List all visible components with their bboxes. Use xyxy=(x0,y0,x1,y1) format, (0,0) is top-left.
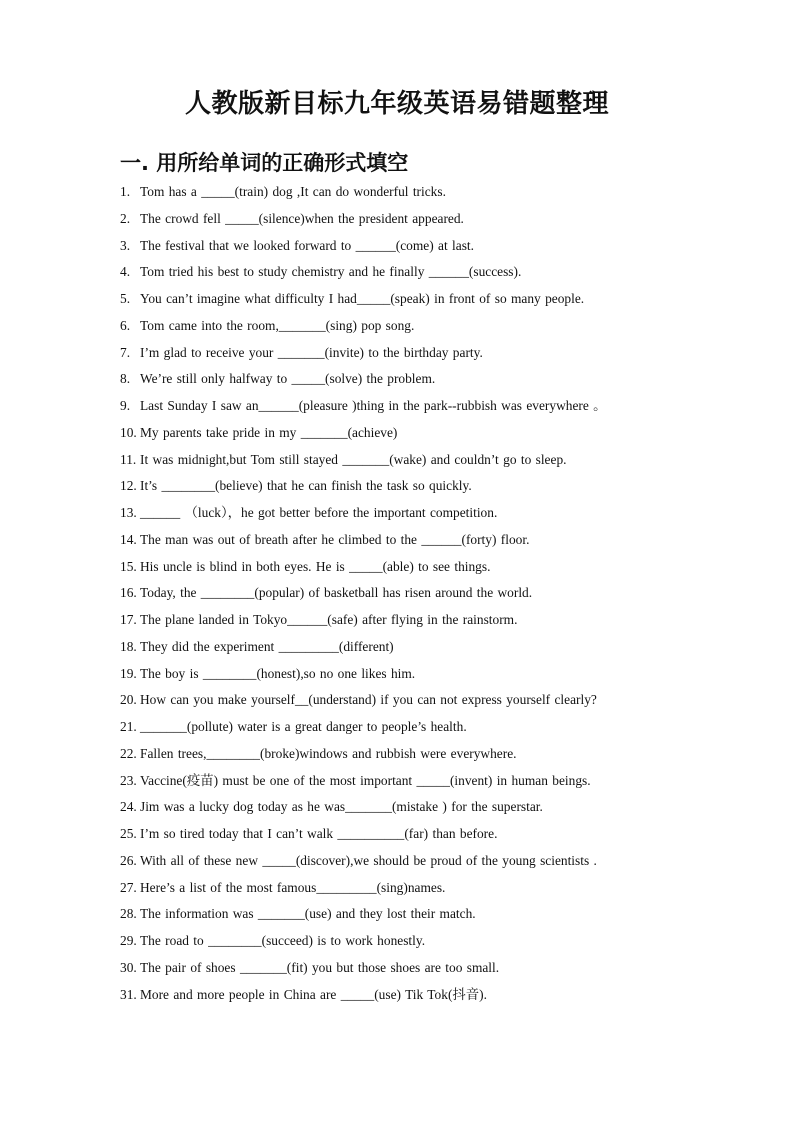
question-item xyxy=(120,607,720,634)
question-text: The plane landed in Tokyo______(safe) after flying in the rainstorm. xyxy=(140,612,518,627)
question-number: 23. xyxy=(120,772,137,788)
question-text: Tom has a _____(train) dog ,It can do wonderful tricks. xyxy=(140,184,446,199)
question-number: 1. xyxy=(120,184,131,199)
question-text: The information was _______(use) and they lost their match. xyxy=(140,906,476,922)
question-text: His uncle is blind in both eyes. He is _____(able) to see things. xyxy=(140,558,491,574)
question-number: 10. xyxy=(120,424,137,440)
question-text: It’s ________(believe) that he can finish the task so quickly. xyxy=(140,478,472,494)
question-number: 28. xyxy=(120,906,137,922)
question-number: 19. xyxy=(120,665,137,681)
question-text: The crowd fell _____(silence)when the president appeared. xyxy=(140,210,464,226)
question-text: The festival that we looked forward to ______(come) at last. xyxy=(140,237,474,253)
question-number: 6. xyxy=(120,317,131,333)
question-item xyxy=(120,875,720,902)
question-list xyxy=(120,179,720,1008)
question-text: I’m so tired today that I can’t walk __________(far) than before. xyxy=(140,826,498,841)
question-text: I’m glad to receive your _______(invite) to the birthday party. xyxy=(140,344,483,360)
question-item xyxy=(120,714,720,741)
question-text: The road to ________(succeed) is to work honestly. xyxy=(140,933,426,948)
question-item xyxy=(120,955,720,982)
question-number: 25. xyxy=(120,826,137,841)
question-text: Jim was a lucky dog today as he was_______(mistake ) for the superstar. xyxy=(140,799,543,815)
question-text: Vaccine(疫苗) must be one of the most important _____(invent) in human beings. xyxy=(140,772,591,788)
question-number: 7. xyxy=(120,344,131,360)
question-text: It was midnight,but Tom still stayed _______(wake) and couldn’t go to sleep. xyxy=(140,451,567,467)
question-number: 13. xyxy=(120,505,137,520)
question-item xyxy=(120,473,720,500)
section-heading: 一. 用所给单词的正确形式填空 xyxy=(120,151,409,175)
question-item xyxy=(120,928,720,955)
question-number: 17. xyxy=(120,612,137,627)
question-item xyxy=(120,768,720,795)
question-item xyxy=(120,447,720,474)
question-item xyxy=(120,661,720,688)
question-item xyxy=(120,233,720,260)
question-text: Last Sunday I saw an______(pleasure )thing in the park--rubbish was everywhere 。 xyxy=(140,398,607,413)
question-text: We’re still only halfway to _____(solve) the problem. xyxy=(140,371,436,387)
question-item xyxy=(120,634,720,661)
question-item xyxy=(120,687,720,714)
question-number: 2. xyxy=(120,210,131,226)
question-item xyxy=(120,286,720,313)
question-item xyxy=(120,741,720,768)
question-number: 22. xyxy=(120,745,137,761)
question-text: Tom tried his best to study chemistry and he finally ______(success). xyxy=(140,264,522,280)
question-text: The man was out of breath after he climbed to the ______(forty) floor. xyxy=(140,531,530,547)
question-item xyxy=(120,580,720,607)
question-number: 14. xyxy=(120,531,137,547)
question-item xyxy=(120,500,720,527)
question-text: They did the experiment _________(different) xyxy=(140,638,394,654)
question-text: The pair of shoes _______(fit) you but those shoes are too small. xyxy=(140,959,500,975)
question-number: 4. xyxy=(120,264,131,280)
question-number: 16. xyxy=(120,585,137,601)
question-text: My parents take pride in my _______(achieve) xyxy=(140,424,398,440)
question-text: Here’s a list of the most famous_________(sing)names. xyxy=(140,879,446,895)
question-number: 27. xyxy=(120,879,137,895)
question-number: 29. xyxy=(120,933,137,948)
question-item xyxy=(120,554,720,581)
question-number: 18. xyxy=(120,638,137,654)
question-item xyxy=(120,393,720,420)
question-text: How can you make yourself__(understand) if you can not express yourself clearly? xyxy=(140,692,597,708)
question-number: 26. xyxy=(120,852,137,868)
question-number: 8. xyxy=(120,371,131,387)
question-number: 11. xyxy=(120,451,137,467)
question-text: With all of these new _____(discover),we should be proud of the young scientists . xyxy=(140,852,597,868)
question-item xyxy=(120,527,720,554)
question-item xyxy=(120,848,720,875)
question-number: 20. xyxy=(120,692,137,708)
question-number: 9. xyxy=(120,398,131,413)
question-item xyxy=(120,901,720,928)
question-item xyxy=(120,794,720,821)
question-number: 31. xyxy=(120,986,137,1002)
question-text: You can’t imagine what difficulty I had_____(speak) in front of so many people. xyxy=(140,291,585,306)
question-number: 3. xyxy=(120,237,131,253)
question-item xyxy=(120,982,720,1009)
question-item xyxy=(120,313,720,340)
question-item xyxy=(120,366,720,393)
question-text: Today, the ________(popular) of basketball has risen around the world. xyxy=(140,585,533,601)
question-text: More and more people in China are _____(use) Tik Tok(抖音). xyxy=(140,986,487,1002)
question-item xyxy=(120,179,720,206)
question-number: 21. xyxy=(120,719,137,734)
question-text: The boy is ________(honest),so no one likes him. xyxy=(140,665,416,681)
question-item xyxy=(120,340,720,367)
question-text: Tom came into the room,_______(sing) pop song. xyxy=(140,317,415,333)
question-item xyxy=(120,259,720,286)
question-text: _______(pollute) water is a great danger to people’s health. xyxy=(140,719,467,734)
question-number: 12. xyxy=(120,478,137,494)
question-item xyxy=(120,206,720,233)
question-number: 5. xyxy=(120,291,131,306)
question-number: 15. xyxy=(120,558,137,574)
question-text: ______ （luck），he got better before the important competition. xyxy=(140,505,498,520)
document-title: 人教版新目标九年级英语易错题整理 xyxy=(184,89,609,119)
question-number: 24. xyxy=(120,799,137,815)
question-text: Fallen trees,________(broke)windows and rubbish were everywhere. xyxy=(140,745,517,761)
question-number: 30. xyxy=(120,959,137,975)
question-item xyxy=(120,420,720,447)
question-item xyxy=(120,821,720,848)
